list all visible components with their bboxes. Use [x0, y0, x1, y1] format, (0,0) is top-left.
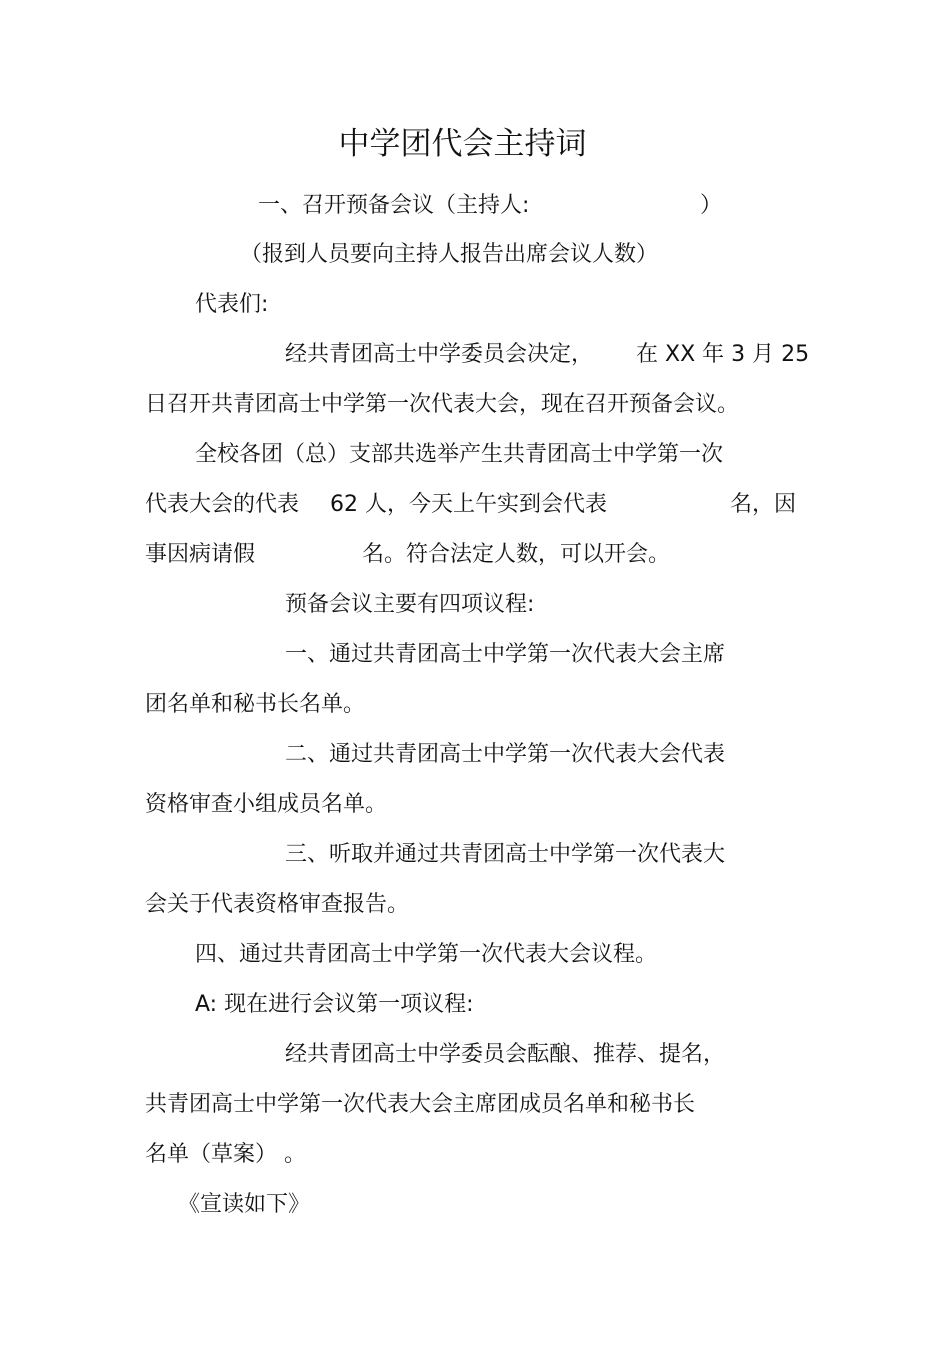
agenda-item-1-line-1: 一、通过共青团高士中学第一次代表大会主席 — [285, 642, 726, 667]
agenda-item-1-line-2: 团名单和秘书长名单。 — [145, 692, 366, 717]
agenda-item-4: 四、通过共青团高士中学第一次代表大会议程。 — [195, 942, 658, 967]
attendance-line-2b: 62 人，今天上午实到会代表 — [330, 492, 607, 517]
intro-line-2: 日召开共青团高士中学第一次代表大会，现在召开预备会议。 — [145, 392, 740, 417]
part-a-line-1: 经共青团高士中学委员会酝酿、推荐、提名， — [285, 1042, 726, 1067]
agenda-item-2-line-1: 二、通过共青团高士中学第一次代表大会代表 — [285, 742, 726, 767]
part-a-line-2: 共青团高士中学第一次代表大会主席团成员名单和秘书长 — [145, 1092, 696, 1117]
section-note: （报到人员要向主持人报告出席会议人数） — [240, 242, 659, 267]
part-a-heading: A: 现在进行会议第一项议程: — [195, 992, 474, 1017]
attendance-line-2a: 代表大会的代表 — [145, 492, 300, 517]
agenda-item-2-line-2: 资格审查小组成员名单。 — [145, 792, 388, 817]
agenda-intro: 预备会议主要有四项议程: — [285, 592, 535, 617]
attendance-line-1: 全校各团（总）支部共选举产生共青团高士中学第一次 — [195, 442, 724, 467]
greeting: 代表们: — [195, 292, 269, 317]
attendance-line-3a: 事因病请假 — [145, 542, 256, 567]
part-a-line-3: 名单（草案） 。 — [145, 1142, 306, 1167]
agenda-item-3-line-1: 三、听取并通过共青团高士中学第一次代表大 — [285, 842, 726, 867]
section-heading-close-paren: ） — [700, 193, 723, 218]
part-a-reading: 《宣读如下》 — [178, 1192, 311, 1217]
intro-line-1a: 经共青团高士中学委员会决定， — [285, 342, 594, 367]
agenda-item-3-line-2: 会关于代表资格审查报告。 — [145, 892, 410, 917]
intro-line-1b: 在 XX 年 3 月 25 — [636, 342, 810, 367]
attendance-line-3b: 名。符合法定人数，可以开会。 — [362, 542, 671, 567]
page-title: 中学团代会主持词 — [338, 126, 587, 162]
section-heading-preparatory-meeting: 一、召开预备会议（主持人: — [258, 193, 530, 218]
attendance-line-2c: 名，因 — [730, 492, 797, 517]
